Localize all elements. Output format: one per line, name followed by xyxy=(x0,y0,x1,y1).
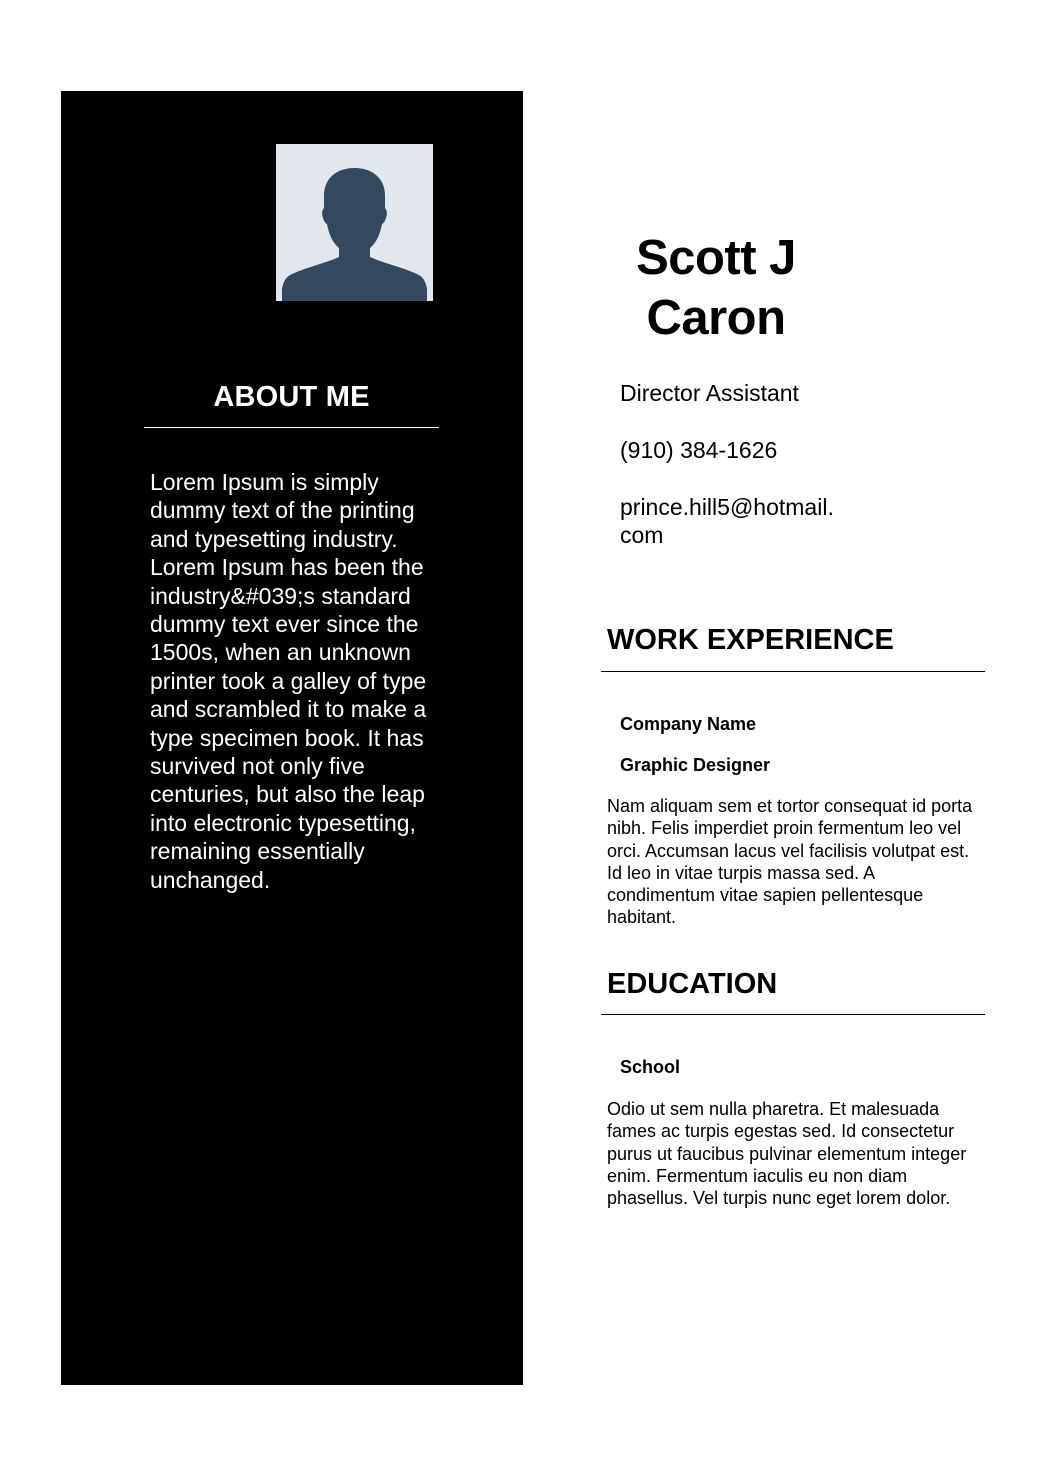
job-title: Director Assistant xyxy=(620,380,799,406)
job-role: Graphic Designer xyxy=(620,755,771,775)
name-second-line: Caron xyxy=(646,291,786,345)
about-me-text: Lorem Ipsum is simply dummy text of the printing and typesetting industry. Lorem Ipsum has been the industry&#039;s standard dummy text ever since the 1500s, when an unknown printer took a galley of type and scrambled it to make a type specimen book. It has survived not only five centuries, but also the leap into electronic typesetting, remaining essentially unchanged. xyxy=(150,469,427,893)
work-experience-heading: WORK EXPERIENCE xyxy=(607,624,894,656)
education-divider xyxy=(601,1014,985,1015)
name-first-line: Scott J xyxy=(636,231,796,285)
company-name: Company Name xyxy=(620,714,757,734)
work-experience-divider xyxy=(601,671,985,672)
candidate-name xyxy=(586,228,846,348)
school-name: School xyxy=(620,1057,681,1077)
education-heading: EDUCATION xyxy=(607,968,778,1000)
work-description: Nam aliquam sem et tortor consequat id porta nibh. Felis imperdiet proin fermentum leo vel orci. Accumsan lacus vel facilisis volutpat est. Id leo in vitae turpis massa sed. A condimentum vitae sapien pellentesque habitant. xyxy=(607,796,973,928)
about-me-heading: ABOUT ME xyxy=(213,381,370,413)
education-description: Odio ut sem nulla pharetra. Et malesuada fames ac turpis egestas sed. Id consectetur purus ut faucibus pulvinar elementum integer enim. Fermentum iaculis eu non diam phasellus. Vel turpis nunc eget lorem dolor. xyxy=(607,1099,967,1209)
about-divider xyxy=(144,427,439,428)
profile-photo xyxy=(276,144,433,301)
email-address: prince.hill5@hotmail.com xyxy=(620,494,834,548)
phone-number: (910) 384-1626 xyxy=(620,437,778,463)
person-silhouette-icon xyxy=(276,144,433,301)
